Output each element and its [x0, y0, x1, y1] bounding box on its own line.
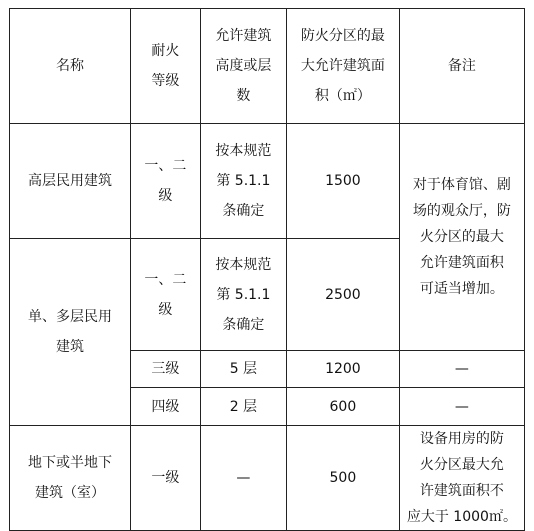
cell-text-line: 允许建筑面积	[419, 255, 504, 271]
cell-height: —	[200, 426, 286, 531]
table-row	[10, 426, 525, 531]
cell-text-line: 级	[158, 301, 173, 318]
cell-text-line: 级	[158, 188, 173, 204]
cell-text-line: 建筑（室）	[35, 485, 106, 501]
cell-remark	[399, 426, 524, 531]
cell-text-line: 对于体育馆、剧	[412, 177, 511, 193]
header-max-area	[286, 9, 399, 124]
cell-height: 2 层	[200, 388, 286, 426]
header-name: 名称	[10, 9, 131, 124]
cell-grade	[131, 239, 201, 351]
cell-grade	[131, 124, 201, 239]
cell-name: 高层民用建筑	[10, 124, 131, 239]
cell-grade: 三级	[131, 351, 201, 388]
cell-text-line: 许建筑面积不	[419, 483, 504, 499]
cell-text-line: 建筑	[56, 339, 85, 355]
cell-text-line: 防火分区的最	[300, 28, 385, 44]
cell-text-line: 条确定	[222, 316, 265, 333]
cell-height	[200, 239, 286, 351]
cell-text-line: 第 5.1.1	[216, 173, 271, 189]
cell-text-line: 高度或层	[215, 58, 272, 74]
cell-text-line: 等级	[151, 73, 180, 89]
cell-text-line: 可适当增加。	[419, 281, 504, 297]
cell-area: 500	[286, 426, 399, 531]
cell-remark-upper	[399, 124, 524, 351]
cell-text-line: 场的观众厅，防	[412, 203, 511, 219]
cell-grade: 四级	[131, 388, 201, 426]
cell-text-line: 按本规范	[215, 256, 272, 273]
header-row	[10, 9, 525, 124]
cell-name-multistory	[10, 239, 131, 426]
cell-height: 5 层	[200, 351, 286, 388]
header-remark: 备注	[399, 9, 524, 124]
cell-text-line: 按本规范	[215, 143, 272, 159]
cell-remark: —	[399, 351, 524, 388]
cell-text-line: 允许建筑	[215, 28, 272, 44]
cell-area: 600	[286, 388, 399, 426]
header-fire-grade	[131, 9, 201, 124]
cell-text-line: 积（㎡）	[314, 88, 371, 104]
cell-text-line: 大允许建筑面	[300, 58, 385, 74]
cell-text-line: 第 5.1.1	[216, 286, 271, 303]
fire-compartment-table	[9, 8, 525, 531]
cell-text-line: 地下或半地下	[28, 455, 113, 471]
cell-name	[10, 426, 131, 531]
table-row	[10, 124, 525, 239]
cell-text-line: 一、二	[144, 271, 187, 288]
cell-text-line: 应大于 1000㎡。	[406, 509, 517, 525]
cell-text-line: 一、二	[144, 158, 187, 174]
cell-text-line: 条确定	[222, 203, 265, 219]
cell-text-line: 单、多层民用	[28, 309, 113, 325]
cell-grade: 一级	[131, 426, 201, 531]
cell-text-line: 火分区的最大	[419, 229, 504, 245]
cell-area: 1500	[286, 124, 399, 239]
header-allowed-height	[200, 9, 286, 124]
cell-text-line: 设备用房的防	[419, 431, 504, 447]
cell-area: 1200	[286, 351, 399, 388]
cell-text-line: 数	[236, 88, 251, 104]
cell-area: 2500	[286, 239, 399, 351]
cell-text-line: 火分区最大允	[419, 457, 504, 473]
cell-height	[200, 124, 286, 239]
cell-text-line: 耐火	[151, 43, 180, 59]
cell-remark: —	[399, 388, 524, 426]
